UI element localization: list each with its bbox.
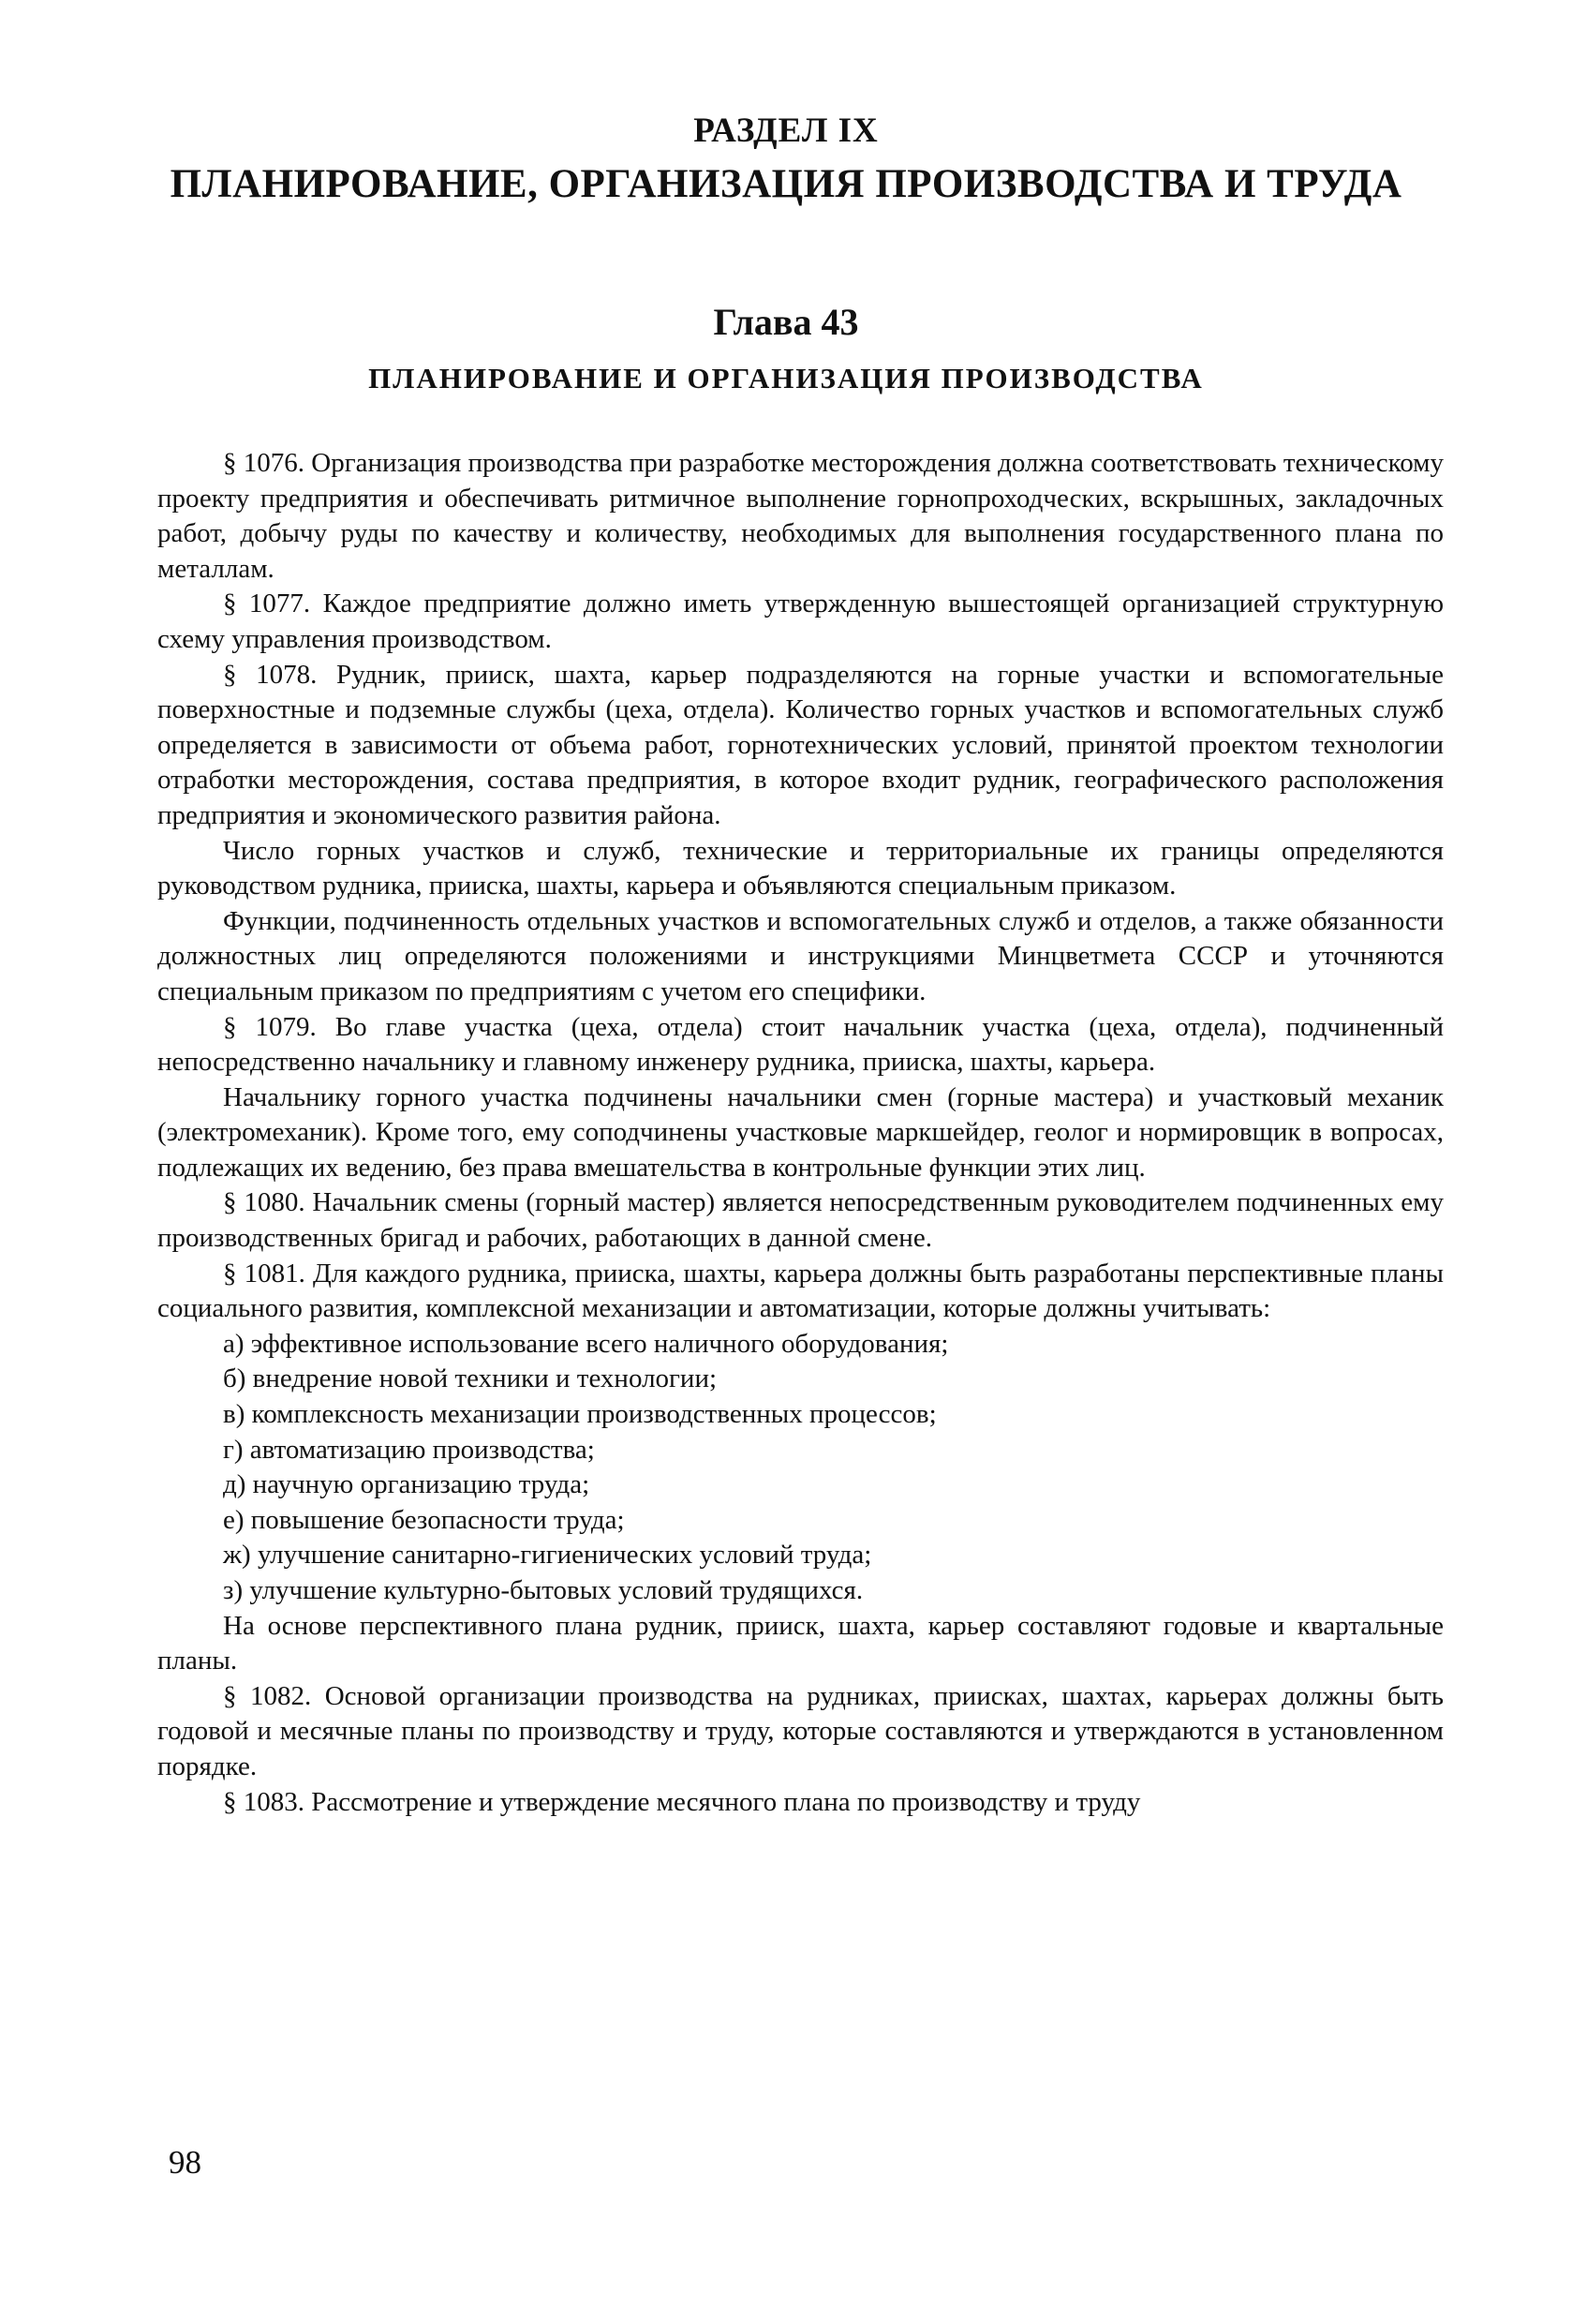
list-item: б) внедрение новой техники и технологии; (223, 1363, 718, 1394)
paragraph-1079-subordination: Начальнику горного участка подчинены начальники смен (горные мастера) и участковый механик (электромеханик). Кроме того, ему соподчинены участковые маркшейдер, геолог и нормировщик в вопросах, подлежащих их ведению, без права вмешательства в контрольные функции этих лиц. (157, 1081, 1444, 1183)
chapter-title: ПЛАНИРОВАНИЕ И ОРГАНИЗАЦИЯ ПРОИЗВОДСТВА (368, 362, 1204, 395)
list-item: г) автоматизацию производства; (223, 1434, 595, 1465)
paragraph-1078: § 1078. Рудник, прииск, шахта, карьер подразделяются на горные участки и вспомогательные поверхностные и подземные службы (цеха, отдела). Количество горных участков и вспомогательных служб определяется в зависимости от объема работ, горнотехнических условий, принятой проектом технологии отработки месторождения, состава предприятия, в которое входит рудник, географического расположения предприятия и экономического развития района. (157, 659, 1444, 830)
page-number: 98 (169, 2144, 201, 2181)
list-item: д) научную организацию труда; (223, 1469, 590, 1500)
paragraph-1082: § 1082. Основой организации производства на рудниках, приисках, шахтах, карьерах должны быть годовой и месячные планы по производству и труду, которые составляются и утверждаются в установленном порядке. (157, 1680, 1444, 1781)
list-item: е) повышение безопасности труда; (223, 1504, 625, 1535)
section-title: ПЛАНИРОВАНИЕ, ОРГАНИЗАЦИЯ ПРОИЗВОДСТВА И ТРУДА (170, 162, 1402, 206)
body-text (157, 446, 1444, 1820)
list-item: ж) улучшение санитарно-гигиенических условий труда; (223, 1540, 872, 1571)
paragraph-1077: § 1077. Каждое предприятие должно иметь утвержденную вышестоящей организацией структурную схему управления производством. (157, 588, 1444, 654)
section-label: РАЗДЕЛ IX (693, 112, 879, 150)
paragraph-1083: § 1083. Рассмотрение и утверждение месячного плана по производству и труду (223, 1786, 1141, 1817)
paragraph-1076: § 1076. Организация производства при разработке месторождения должна соответствовать техническому проекту предприятия и обеспечивать ритмичное выполнение горнопроходческих, вскрышных, закладочных работ, добычу руды по качеству и количеству, необходимых для выполнения государственного плана по металлам. (157, 448, 1444, 584)
list-item: а) эффективное использование всего наличного оборудования; (223, 1328, 949, 1359)
list-item: з) улучшение культурно-бытовых условий трудящихся. (223, 1575, 864, 1605)
paragraph-1080: § 1080. Начальник смены (горный мастер) является непосредственным руководителем подчиненных ему производственных бригад и рабочих, работающих в данной смене. (157, 1187, 1444, 1254)
paragraph-1078-functions: Функции, подчиненность отдельных участков и вспомогательных служб и отделов, а также обязанности должностных лиц определяются положениями и инструкциями Минцветмета СССР и уточняются специальным приказом по предприятиям с учетом его специфики. (157, 905, 1444, 1006)
paragraph-annual-plans: На основе перспективного плана рудник, прииск, шахта, карьер составляют годовые и квартальные планы. (157, 1610, 1444, 1676)
paragraph-1081: § 1081. Для каждого рудника, прииска, шахты, карьера должны быть разработаны перспективные планы социального развития, комплексной механизации и автоматизации, которые должны учитывать: (157, 1258, 1444, 1324)
paragraph-1078-count: Число горных участков и служб, технические и территориальные их границы определяются руководством рудника, прииска, шахты, карьера и объявляются специальным приказом. (157, 835, 1444, 901)
chapter-label: Глава 43 (713, 301, 859, 343)
list-item: в) комплексность механизации производственных процессов; (223, 1399, 937, 1430)
paragraph-1079: § 1079. Во главе участка (цеха, отдела) стоит начальник участка (цеха, отдела), подчиненный непосредственно начальнику и главному инженеру рудника, прииска, шахты, карьера. (157, 1011, 1444, 1078)
